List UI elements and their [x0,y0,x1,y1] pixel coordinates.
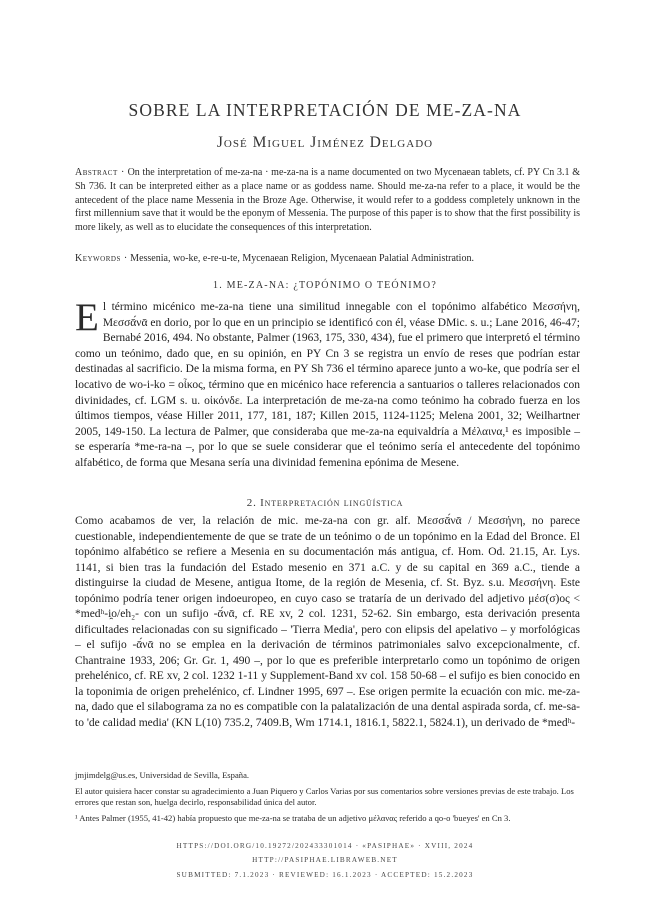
footnote-email: jmjimdelg@us.es, Universidad de Sevilla, España. [75,770,250,780]
footnote-1: ¹ Antes Palmer (1955, 41-42) había propuesto que me-za-na se trataba de un adjetivo μέλανας referido a qo-o 'bueyes' en Cn 3. [75,812,511,823]
keywords [75,252,580,266]
section-2-heading: 2. Interpretación lingüística [246,497,404,509]
author-name: José Miguel Jiménez Delgado [216,134,434,151]
footer-doi[interactable]: HTTPS://DOI.ORG/10.19272/202433301014 · «PASIPHAE» · XVIII, 2024 [176,842,474,850]
section-1-heading: 1. ME-ZA-NA: ¿TOPÓNIMO O TEÓNIMO? [213,280,437,291]
abstract-text: On the interpretation of me-za-na · me-za-na is a name documented on two Mycenaean tablets, cf. PY Cn 3.1 & Sh 736. It can be interpreted either as a place name or as goddess name. Should me-za-na refer to a place, it would be the antecedent of the place name Messenia in the Broze Age. Otherwise, it would refer to a goddess completely unknown in the first millennium save that it would be the eponym of Messenia. The purpose of this paper is to show that the first possibility is more likely, as well as to elucidate the consequences of this interpretation. [75,167,581,234]
paper-title: SOBRE LA INTERPRETACIÓN DE ME-ZA-NA [128,100,522,120]
footer-url[interactable]: HTTP://PASIPHAE.LIBRAWEB.NET [252,856,398,864]
abstract [75,166,580,235]
section-2-body: Como acabamos de ver, la relación de mic. me-za-na con gr. alf. Μεσσᾱ́νᾱ / Μεσσήνη, no parece cuestionable, independientemente de que se trate de un teónimo o de un topónimo en la Edad del Bronce. El topónimo alfabético se refiere a Mesenia en su documentación más antigua, cf. Hom. Od. 21.15, Ar. Lys. 1141, si bien tras la fundación del Estado mesenio en 371 a.C. y de su capital en 369 a.C., tiende a distinguirse la ciudad de Mesene, antigua Itome, de la región de Mesenia, cf. St. Byz. s.u. Μεσσήνη. Este topónimo podría tener origen indoeuropeo, en cuyo caso se trataría de un derivado del adjetivo μέσ(σ)ος < *medʰ-i̯o/eh₂- con un sufijo -ᾱ́νᾱ, cf. RE xv, 2 col. 1231, 52-62. Sin embargo, esta derivación presenta dificultades relacionadas con su significado – 'Tierra Media', pero con elipsis del apelativo – y morfológicas – el sufijo -ᾱ́νᾱ no se emplea en la derivación de términos patrimoniales salvo excepcionalmente, cf. Chantraine 1933, 206; Gr. Gr. 1, 490 –, por lo que es preferible interpretarlo como un topónimo de origen prehelénico, cf. RE xv, 2 col. 1232 1-11 y Supplement-Band xv col. 158 50-68 – el sufijo es bien conocido en la toponimia de origen prehelénico, cf. Lindner 1995, 697 –. Ese origen permite la ecuación con mic. me-za-na, dado que el silabograma za no es compatible con la palatalización de una dental aspirada sorda, cf. me-sa-to 'de calidad media' (KN L(10) 735.2, 7409.B, Wm 1714.1, 1816.1, 5822.1, 5824.1), un derivado de *medʰ- [75,515,580,729]
footnote-acknowledgements: El autor quisiera hacer constar su agradecimiento a Juan Piquero y Carlos Varias por sus comentarios sobre versiones previas de este trabajo. Los errores que restan son, huelga decirlo, responsabilidad única del autor. [75,785,574,808]
footnotes [75,770,580,828]
drop-cap: E [75,296,99,339]
section-1-body [75,296,580,472]
footer-dates: SUBMITTED: 7.1.2023 · REVIEWED: 16.1.2023 · ACCEPTED: 15.2.2023 [176,871,474,879]
abstract-label: Abstract · [75,167,125,178]
keywords-text: Messenia, wo-ke, e-re-u-te, Mycenaean Religion, Mycenaean Palatial Administration. [130,253,474,264]
section-1-text: l término micénico me-za-na tiene una similitud innegable con el topónimo alfabético Μεσσήνη, Μεσσᾱ́νᾱ en dorio, por lo que en un principio se identificó con él, véase DMic. s. u.; Lane 2016, 46-47; Bernabé 2016, 494. No obstante, Palmer (1963, 175, 330, 434), fue el primero que interpretó el término como un teónimo, dado que, en su opinión, en PY Cn 3 se registra un envío de reses que podrían estar destinadas al sacrificio. De la misma forma, en PY Sh 736 el término aparece junto a wo-ke, que podría ser el locativo de wo-i-ko = οἶκος, término que en micénico hace referencia a santuarios o talleres relacionados con divinidades, cf. LGM s. u. οἰκόνδε. La interpretación de me-za-na como teónimo ha cobrado fuerza en los últimos tiempos, véase Hiller 2011, 177, 181, 187; Killen 2015, 1124-1125; Melena 2001, 32; Weilhartner 2005, 149-150. La lectura de Palmer, que consideraba que me-za-na equivaldría a Μέλαινα,¹ es imposible – se esperaría *me-ra-na –, por lo que se suele considerar que el teónimo sería el antecedente del topónimo alfabético, de forma que Mesana sería una divinidad femenina epónima de Mesene. [75,301,580,469]
keywords-label: Keywords · [75,253,128,264]
